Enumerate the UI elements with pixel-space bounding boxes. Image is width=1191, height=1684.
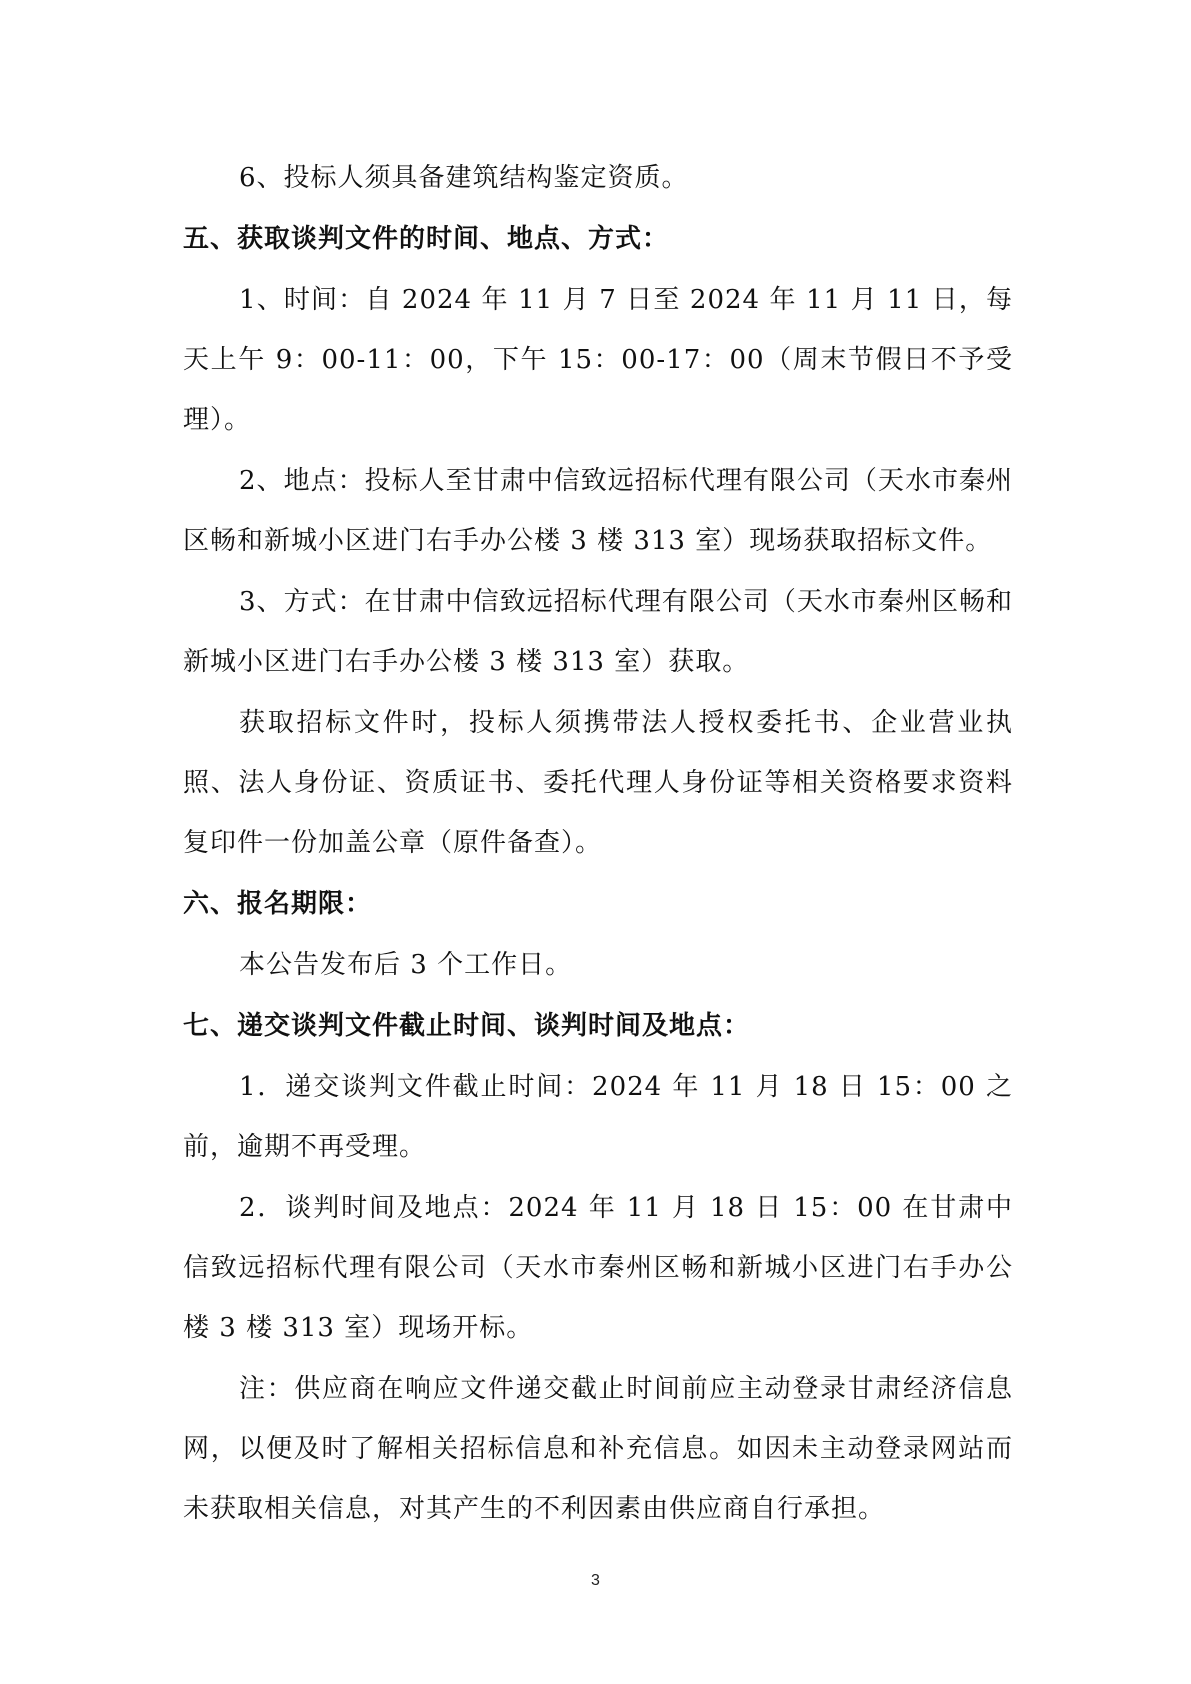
paragraph-time: 1、时间：自 2024 年 11 月 7 日至 2024 年 11 月 11 日，每天上午 9：00-11：00，下午 15：00-17：00（周末节假日不予受理）。: [183, 285, 1013, 435]
paragraph-registration-period: 本公告发布后 3 个工作日。: [239, 950, 573, 980]
heading-section-5: 五、获取谈判文件的时间、地点、方式：: [183, 224, 670, 254]
paragraph-negotiation-time-location: 2．谈判时间及地点：2024 年 11 月 18 日 15：00 在甘肃中信致远招标代理有限公司（天水市秦州区畅和新城小区进门右手办公楼 3 楼 313 室）现场开标。: [183, 1193, 1013, 1343]
heading-section-6: 六、报名期限：: [183, 889, 373, 919]
paragraph-required-documents: 获取招标文件时，投标人须携带法人授权委托书、企业营业执照、法人身份证、资质证书、委托代理人身份证等相关资格要求资料复印件一份加盖公章（原件备查）。: [183, 708, 1013, 858]
paragraph-note: 注：供应商在响应文件递交截止时间前应主动登录甘肃经济信息网，以便及时了解相关招标信息和补充信息。如因未主动登录网站而未获取相关信息，对其产生的不利因素由供应商自行承担。: [183, 1374, 1013, 1524]
paragraph-submission-deadline: 1．递交谈判文件截止时间：2024 年 11 月 18 日 15：00 之前，逾期不再受理。: [183, 1072, 1013, 1162]
document-body: [183, 148, 1013, 1540]
paragraph-location: 2、地点：投标人至甘肃中信致远招标代理有限公司（天水市秦州区畅和新城小区进门右手办公楼 3 楼 313 室）现场获取招标文件。: [183, 466, 1013, 556]
paragraph-qualification-6: 6、投标人须具备建筑结构鉴定资质。: [239, 163, 689, 193]
page-number: 3: [591, 1572, 600, 1589]
heading-section-7: 七、递交谈判文件截止时间、谈判时间及地点：: [183, 1011, 751, 1041]
paragraph-method: 3、方式：在甘肃中信致远招标代理有限公司（天水市秦州区畅和新城小区进门右手办公楼 3 楼 313 室）获取。: [183, 587, 1013, 677]
